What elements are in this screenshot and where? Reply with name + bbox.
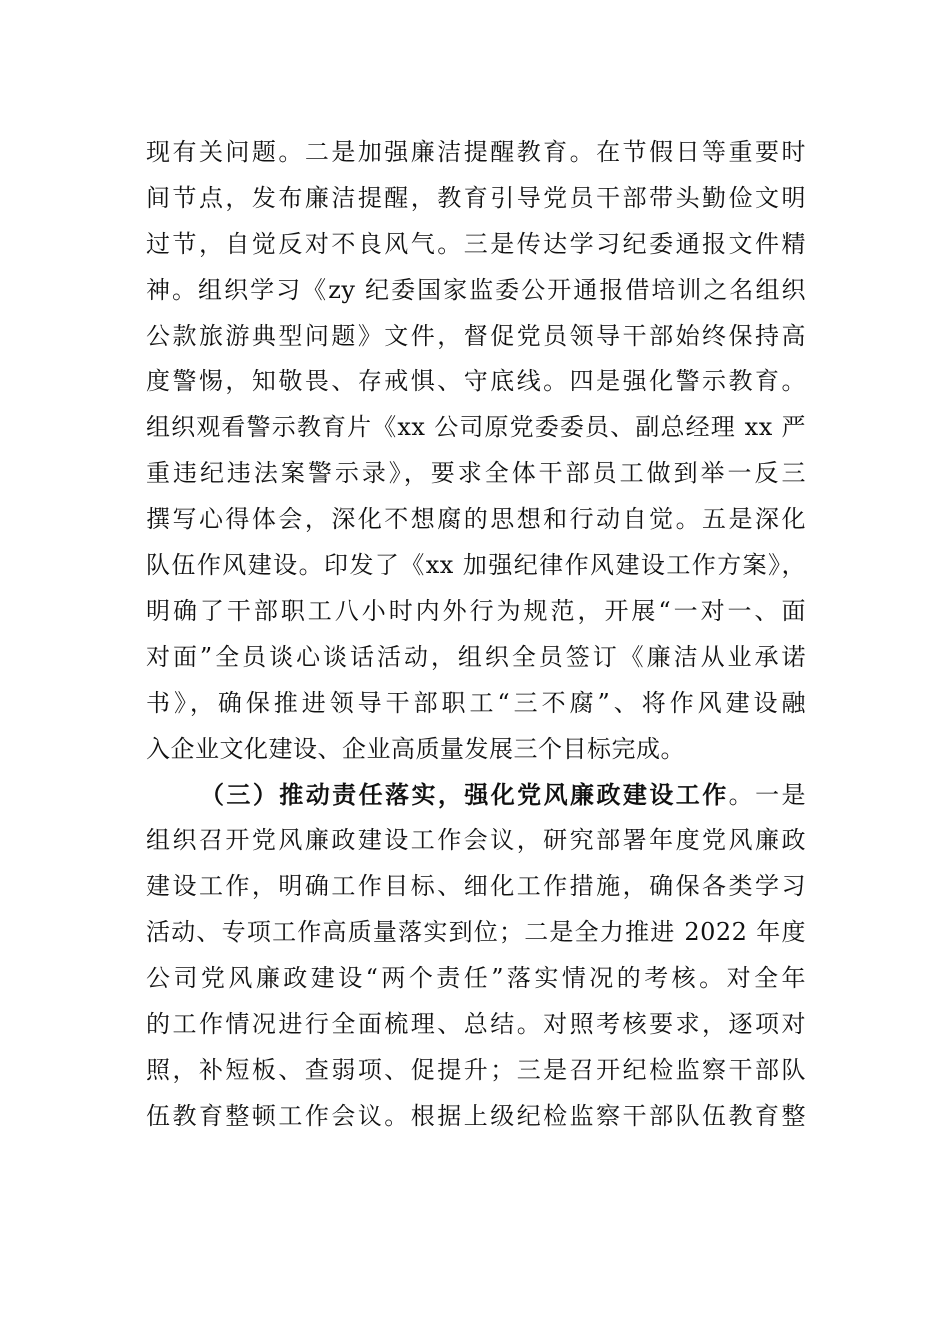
paragraph-line: 间节点，发布廉洁提醒，教育引导党员干部带头勤俭文明 — [146, 183, 806, 212]
paragraph-line: 公司党风廉政建设“两个责任”落实情况的考核。对全年 — [146, 964, 806, 993]
paragraph-line: 撰写心得体会，深化不想腐的思想和行动自觉。五是深化 — [146, 505, 806, 534]
paragraph-line: 组织召开党风廉政建设工作会议，研究部署年度党风廉政 — [146, 826, 806, 855]
paragraph-line: 神。组织学习《zy 纪委国家监委公开通报借培训之名组织 — [146, 275, 806, 304]
paragraph-line: 入企业文化建设、企业高质量发展三个目标完成。 — [146, 734, 685, 763]
paragraph-line: 活动、专项工作高质量落实到位；二是全力推进 2022 年度 — [146, 918, 806, 947]
paragraph-line: 过节，自觉反对不良风气。三是传达学习纪委通报文件精 — [146, 229, 806, 258]
paragraph-line: 现有关问题。二是加强廉洁提醒教育。在节假日等重要时 — [146, 138, 806, 166]
paragraph-line: 对面”全员谈心谈话活动，组织全员签订《廉洁从业承诺 — [146, 642, 806, 671]
paragraph-line: 伍教育整顿工作会议。根据上级纪检监察干部队伍教育整 — [146, 1101, 806, 1130]
paragraph-line: 明确了干部职工八小时内外行为规范，开展“一对一、面 — [146, 596, 806, 625]
paragraph-line: 建设工作，明确工作目标、细化工作措施，确保各类学习 — [146, 872, 806, 901]
document-body — [146, 130, 806, 1140]
paragraph-line: 的工作情况进行全面梳理、总结。对照考核要求，逐项对 — [146, 1009, 806, 1038]
paragraph-line: 队伍作风建设。印发了《xx 加强纪律作风建设工作方案》， — [146, 551, 806, 580]
paragraph-line: 公款旅游典型问题》文件，督促党员领导干部始终保持高 — [146, 321, 806, 350]
paragraph-line: 照，补短板、查弱项、促提升；三是召开纪检监察干部队 — [146, 1055, 806, 1084]
section-heading-line — [146, 772, 806, 818]
paragraph-line: 组织观看警示教育片《xx 公司原党委委员、副总经理 xx 严 — [146, 413, 806, 442]
section-heading-continuation: 。一是 — [728, 781, 807, 810]
paragraph-line: 重违纪违法案警示录》，要求全体干部员工做到举一反三 — [146, 459, 806, 488]
paragraph-line: 度警惕，知敬畏、存戒惧、守底线。四是强化警示教育。 — [146, 367, 806, 396]
paragraph-line: 书》，确保推进领导干部职工“三不腐”、将作风建设融 — [146, 688, 806, 717]
section-heading: （三）推动责任落实，强化党风廉政建设工作 — [200, 780, 729, 810]
